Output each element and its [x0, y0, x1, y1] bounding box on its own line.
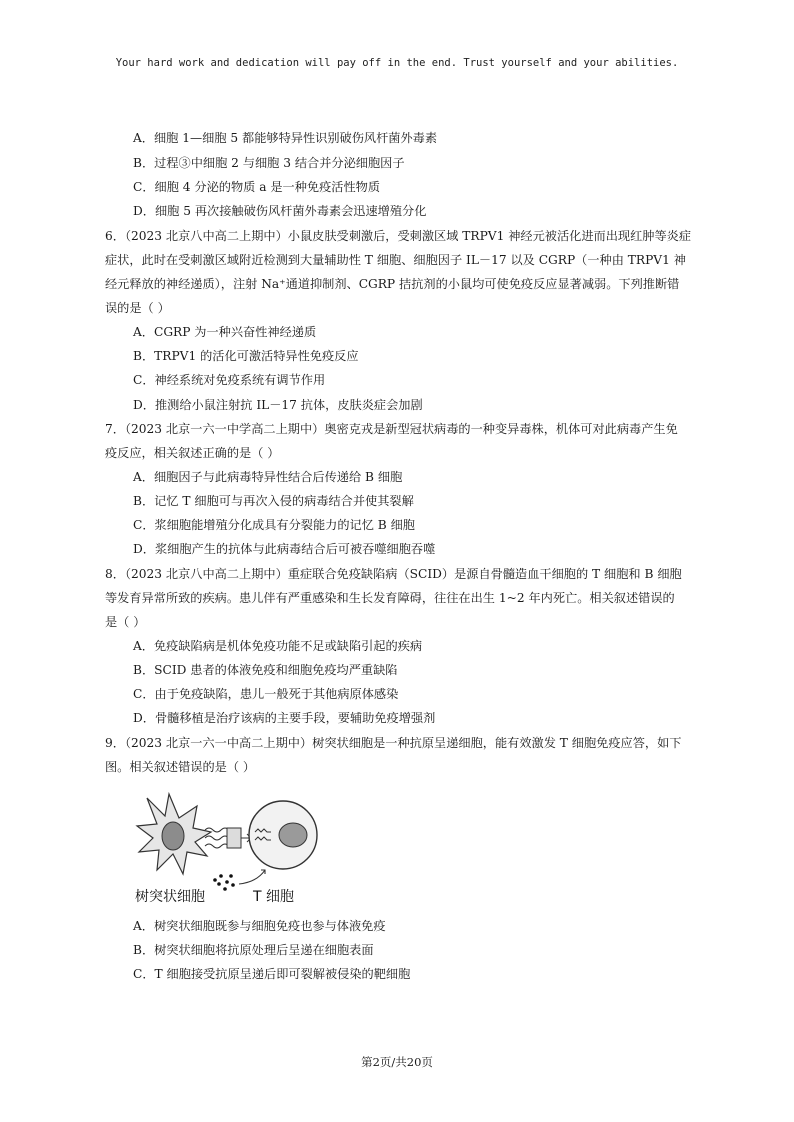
q8-stem-3: 是（ ） [105, 615, 146, 629]
q5-option-b: B．过程③中细胞 2 与细胞 3 结合并分泌细胞因子 [133, 156, 405, 170]
q7-stem-1: 7．（2023 北京一六一中学高二上期中）奥密克戎是新型冠状病毒的一种变异毒株，机体可对此病毒产生免 [105, 422, 678, 436]
arrow-to-tcell [239, 870, 265, 884]
q8-option-d: D．骨髓移植是治疗该病的主要手段，要辅助免疫增强剂 [133, 711, 436, 725]
q7-option-a: A．细胞因子与此病毒特异性结合后传递给 B 细胞 [133, 470, 403, 484]
q6-option-d: D．推测给小鼠注射抗 IL－17 抗体，皮肤炎症会加剧 [133, 398, 423, 412]
q6-option-c: C．神经系统对免疫系统有调节作用 [133, 373, 326, 387]
q9-option-a: A．树突状细胞既参与细胞免疫也参与体液免疫 [133, 919, 386, 933]
q6-stem-1: 6．（2023 北京八中高二上期中）小鼠皮肤受刺激后，受刺激区域 TRPV1 神经元被活化进而出现红肿等炎症 [105, 229, 692, 243]
dendritic-tcell-figure [135, 790, 325, 905]
page-footer: 第2页/共20页 [361, 1055, 433, 1069]
q5-option-d: D．细胞 5 再次接触破伤风杆菌外毒素会迅速增殖分化 [133, 204, 427, 218]
q8-option-a: A．免疫缺陷病是机体免疫功能不足或缺陷引起的疾病 [133, 639, 423, 653]
q6-option-a: A．CGRP 为一种兴奋性神经递质 [133, 325, 317, 339]
q7-option-b: B．记忆 T 细胞可与再次入侵的病毒结合并使其裂解 [133, 494, 414, 508]
label-dendritic-cell: 树突状细胞 [135, 889, 205, 905]
q6-option-b: B．TRPV1 的活化可激活特异性免疫反应 [133, 349, 359, 363]
cell-diagram [135, 790, 325, 905]
q6-stem-3: 经元释放的神经递质），注射 Na⁺通道抑制剂、CGRP 拮抗剂的小鼠均可使免疫反应显著减弱。下列推断错 [105, 277, 680, 291]
q5-option-a: A．细胞 1—细胞 5 都能够特异性识别破伤风杆菌外毒素 [133, 131, 438, 145]
dendritic-cell-nucleus [162, 822, 184, 850]
tcell-nucleus [279, 823, 307, 847]
q9-option-b: B．树突状细胞将抗原处理后呈递在细胞表面 [133, 943, 374, 957]
q7-stem-2: 疫反应，相关叙述正确的是（ ） [105, 446, 280, 460]
q8-stem-2: 等发育异常所致的疾病。患儿伴有严重感染和生长发育障碍，往往在出生 1~2 年内死亡。相关叙述错误的 [105, 591, 675, 605]
q8-option-c: C．由于免疫缺陷，患儿一般死于其他病原体感染 [133, 687, 399, 701]
cytokine-dots [213, 874, 235, 891]
q7-option-c: C．浆细胞能增殖分化成具有分裂能力的记忆 B 细胞 [133, 518, 415, 532]
q6-stem-4: 误的是（ ） [105, 301, 170, 315]
q5-option-c: C．细胞 4 分泌的物质 a 是一种免疫活性物质 [133, 180, 381, 194]
label-tcell: T 细胞 [253, 889, 295, 905]
q8-option-b: B．SCID 患者的体液免疫和细胞免疫均严重缺陷 [133, 663, 398, 677]
q7-option-d: D．浆细胞产生的抗体与此病毒结合后可被吞噬细胞吞噬 [133, 542, 436, 556]
q8-stem-1: 8．（2023 北京八中高二上期中）重症联合免疫缺陷病（SCID）是源自骨髓造血干细胞的 T 细胞和 B 细胞 [105, 567, 682, 581]
receptor-complex [205, 828, 251, 848]
q9-option-c: C．T 细胞接受抗原呈递后即可裂解被侵染的靶细胞 [133, 967, 411, 981]
q9-stem-1: 9．（2023 北京一六一中高二上期中）树突状细胞是一种抗原呈递细胞，能有效激发 T 细胞免疫应答，如下 [105, 736, 682, 750]
page-header: Your hard work and dedication will pay off in the end. Trust yourself and your abilities. [115, 57, 679, 69]
q6-stem-2: 症状，此时在受刺激区域附近检测到大量辅助性 T 细胞、细胞因子 IL－17 以及 CGRP（一种由 TRPV1 神 [105, 253, 686, 267]
q9-stem-2: 图。相关叙述错误的是（ ） [105, 760, 256, 774]
